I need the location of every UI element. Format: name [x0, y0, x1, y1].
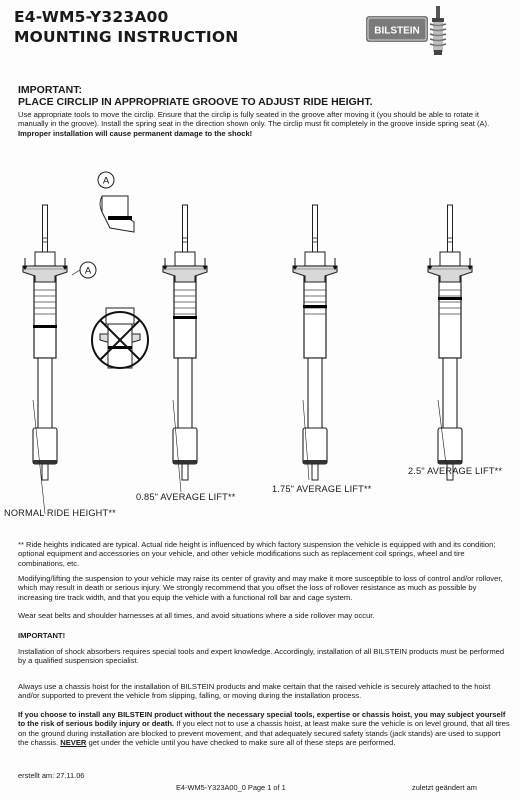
important-label: IMPORTANT: — [18, 84, 82, 96]
label-lift-175: 1.75" AVERAGE LIFT** — [272, 484, 372, 494]
never-emphasis: NEVER — [60, 738, 87, 748]
footer-changed: zuletzt geändert am — [412, 783, 477, 792]
note-installation: Installation of shock absorbers requires special tools and expert knowledge. Accordingly, installation of all BILSTEIN products must be performed by a qualified suspension specialist. — [18, 647, 505, 666]
footer-document: E4-WM5-Y323A00_0 Page 1 of 1 — [176, 783, 286, 792]
important-instructions: Use appropriate tools to move the circlip. Ensure that the circlip is fully seated in the groove after moving it (you should be able to rotate it manually in the groove). Install the spring seat in the direction shown only. The circlip must fit completely in the groove inside spring seat (A). — [18, 110, 490, 129]
note-rollover-warning: Modifying/lifting the suspension to your vehicle may raise its center of gravity and may make it more susceptible to loss of control and/or rollover, which may result in death or serious injury. We strongly recommend that you offset the loss of rollover resistance as much as possible by increasing tire track width, and that you equip the vehicle with a functional roll bar and cage system. — [18, 574, 503, 602]
page-title: MOUNTING INSTRUCTION — [14, 28, 239, 46]
bilstein-logo — [366, 4, 462, 56]
detail-a-callout — [98, 172, 134, 232]
svg-text:A: A — [102, 175, 110, 187]
important-text — [18, 110, 508, 138]
note-chassis-hoist: Always use a chassis hoist for the installation of BILSTEIN products and make certain that the raised vehicle is securely attached to the hoist and/or supported to prevent the vehicle from slipping, falling, or moving during the installation process. — [18, 682, 491, 701]
label-normal-ride-height: NORMAL RIDE HEIGHT** — [4, 508, 116, 518]
injury-warning-text: If you elect not to use a chassis hoist, at least make sure the vehicle is on level ground, that all tires on the ground during installation are blocked to prevent movement, and that adequately secured safety stands (jack stands) are used to support the chassis. — [18, 719, 510, 748]
injury-warning-end: get under the vehicle until you have checked to make sure all of these steps are performed. — [86, 738, 396, 748]
injury-warning-bold: If you choose to install any BILSTEIN product without the necessary special tools, expertise or chassis hoist, you may subject yourself to the risk of serious bodily injury or death. — [18, 710, 506, 729]
note-ride-heights: ** Ride heights indicated are typical. Actual ride height is influenced by which factory suspension the vehicle is equipped with and its condition; optional equipment and accessories on your vehicle, and other vehicle modifications such as replacement coil springs, wheel and tire combinations, etc. — [18, 540, 496, 568]
shock-lift-175 — [293, 205, 338, 480]
detail-a-side-callout — [72, 262, 96, 278]
logo-text: BILSTEIN — [374, 25, 420, 37]
shock-lift-25 — [428, 205, 473, 480]
svg-text:A: A — [84, 265, 92, 277]
important-headline: PLACE CIRCLIP IN APPROPRIATE GROOVE TO ADJUST RIDE HEIGHT. — [18, 96, 373, 108]
important2-label: IMPORTANT! — [18, 631, 66, 640]
label-lift-25: 2.5" AVERAGE LIFT** — [408, 466, 503, 476]
important-warning: Improper installation will cause permanent damage to the shock! — [18, 128, 253, 138]
label-lift-085: 0.85" AVERAGE LIFT** — [136, 492, 236, 502]
note-seat-belts: Wear seat belts and shoulder harnesses at all times, and avoid situations where a side rollover may occur. — [18, 611, 375, 620]
shock-lift-085 — [163, 205, 208, 492]
footer-created: erstellt am: 27.11.06 — [18, 771, 85, 780]
shock-emblem-icon — [430, 6, 446, 55]
note-injury-warning — [18, 710, 510, 748]
part-number: E4-WM5-Y323A00 — [14, 8, 169, 26]
shock-normal-ride-height — [23, 205, 68, 514]
incorrect-installation-icon — [92, 308, 148, 368]
